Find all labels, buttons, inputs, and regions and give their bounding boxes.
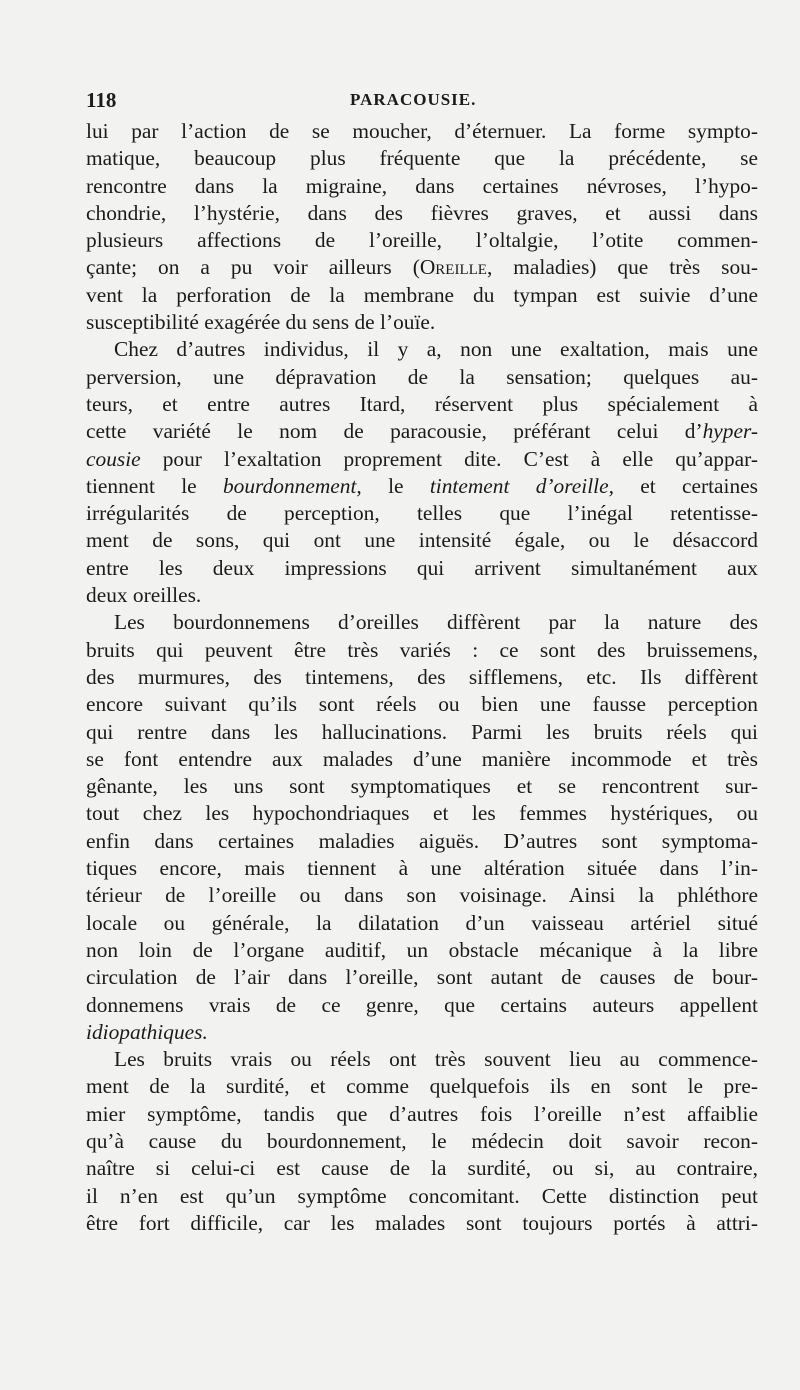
text-line: matique, beaucoup plus fréquente que la précédente, se — [86, 146, 758, 171]
italic-term: cousie — [86, 446, 141, 471]
text-line: encore suivant qu’ils sont réels ou bien une fausse perception — [86, 692, 758, 717]
text-line: mier symptôme, tandis que d’autres fois l’oreille n’est affaiblie — [86, 1101, 758, 1126]
text-line — [86, 446, 758, 473]
text-line: rencontre dans la migraine, dans certaines névroses, l’hypo- — [86, 173, 758, 198]
text-line: naître si celui-ci est cause de la surdité, ou si, au contraire, — [86, 1156, 758, 1181]
small-caps-reference: Oreille — [419, 255, 487, 280]
text-line: des murmures, des tintemens, des sifflemens, etc. Ils diffèrent — [86, 664, 758, 689]
text-line: Les bourdonnemens d’oreilles diffèrent par la nature des — [114, 610, 758, 635]
text-line: qu’à cause du bourdonnement, le médecin doit savoir recon- — [86, 1128, 758, 1153]
text-line: lui par l’action de se moucher, d’éternuer. La forme sympto- — [86, 119, 758, 143]
italic-term: bourdonnement, — [222, 473, 362, 498]
text-line — [86, 418, 758, 445]
text-fragment: le — [361, 473, 430, 498]
page-header — [86, 88, 758, 118]
text-line: qui rentre dans les hallucinations. Parmi les bruits réels qui — [86, 719, 758, 744]
text-line: Les bruits vrais ou réels ont très souvent lieu au commence- — [114, 1047, 758, 1072]
italic-term: hyper- — [702, 419, 758, 444]
body-text — [86, 118, 758, 1237]
text-fragment: çante; on a pu voir ailleurs ( — [86, 255, 420, 280]
text-line: se font entendre aux malades d’une manière incommode et très — [86, 746, 758, 771]
text-fragment: cette variété le nom de paracousie, préférant celui d’ — [86, 419, 703, 444]
text-line: circulation de l’air dans l’oreille, sont autant de causes de bour- — [86, 965, 758, 990]
text-line — [86, 254, 758, 281]
text-line: tiques encore, mais tiennent à une altération située dans l’in- — [86, 856, 758, 881]
text-line: teurs, et entre autres Itard, réservent plus spécialement à — [86, 391, 758, 416]
text-fragment: et certaines — [613, 473, 759, 498]
running-title: PARACOUSIE. — [350, 90, 477, 109]
text-line: chondrie, l’hystérie, dans des fièvres graves, et aussi dans — [86, 200, 758, 225]
text-line: plusieurs affections de l’oreille, l’oltalgie, l’otite commen- — [86, 228, 758, 253]
text-line: Chez d’autres individus, il y a, non une exaltation, mais une — [114, 337, 758, 362]
text-fragment: tiennent le — [86, 473, 223, 498]
text-line: térieur de l’oreille ou dans son voisinage. Ainsi la phléthore — [86, 883, 758, 908]
text-line: susceptibilité exagérée du sens de l’ouïe. — [86, 310, 436, 335]
text-line — [86, 473, 758, 500]
text-line: entre les deux impressions qui arrivent simultanément aux — [86, 555, 758, 580]
italic-term: tintement d’oreille, — [429, 473, 614, 498]
text-line: il n’en est qu’un symptôme concomitant. Cette distinction peut — [86, 1183, 758, 1208]
text-line: gênante, les uns sont symptomatiques et se rencontrent sur- — [86, 774, 758, 799]
text-line: vent la perforation de la membrane du tympan est suivie d’une — [86, 282, 758, 307]
text-line: perversion, une dépravation de la sensation; quelques au- — [86, 364, 758, 389]
text-line: tout chez les hypochondriaques et les femmes hystériques, ou — [86, 801, 758, 826]
page-number: 118 — [86, 88, 117, 112]
text-line: irrégularités de perception, telles que l’inégal retentisse- — [86, 501, 758, 526]
text-fragment: , maladies) que très sou- — [486, 255, 759, 280]
text-line: enfin dans certaines maladies aiguës. D’autres sont symptoma- — [86, 828, 758, 853]
text-fragment: pour l’exaltation proprement dite. C’est à elle qu’appar- — [140, 446, 758, 471]
text-line: bruits qui peuvent être très variés : ce sont des bruissemens, — [86, 637, 758, 662]
text-line: non loin de l’organe auditif, un obstacle mécanique à la libre — [86, 937, 758, 962]
text-line: idiopathiques. — [86, 1019, 208, 1044]
text-line: donnemens vrais de ce genre, que certains auteurs appellent — [86, 992, 758, 1017]
text-line: ment de la surdité, et comme quelquefois ils en sont le pre- — [86, 1074, 758, 1099]
text-line: être fort difficile, car les malades sont toujours portés à attri- — [86, 1210, 758, 1235]
text-line: locale ou générale, la dilatation d’un vaisseau artériel situé — [86, 910, 758, 935]
text-line: ment de sons, qui ont une intensité égale, ou le désaccord — [86, 528, 758, 553]
text-line: deux oreilles. — [86, 583, 202, 608]
